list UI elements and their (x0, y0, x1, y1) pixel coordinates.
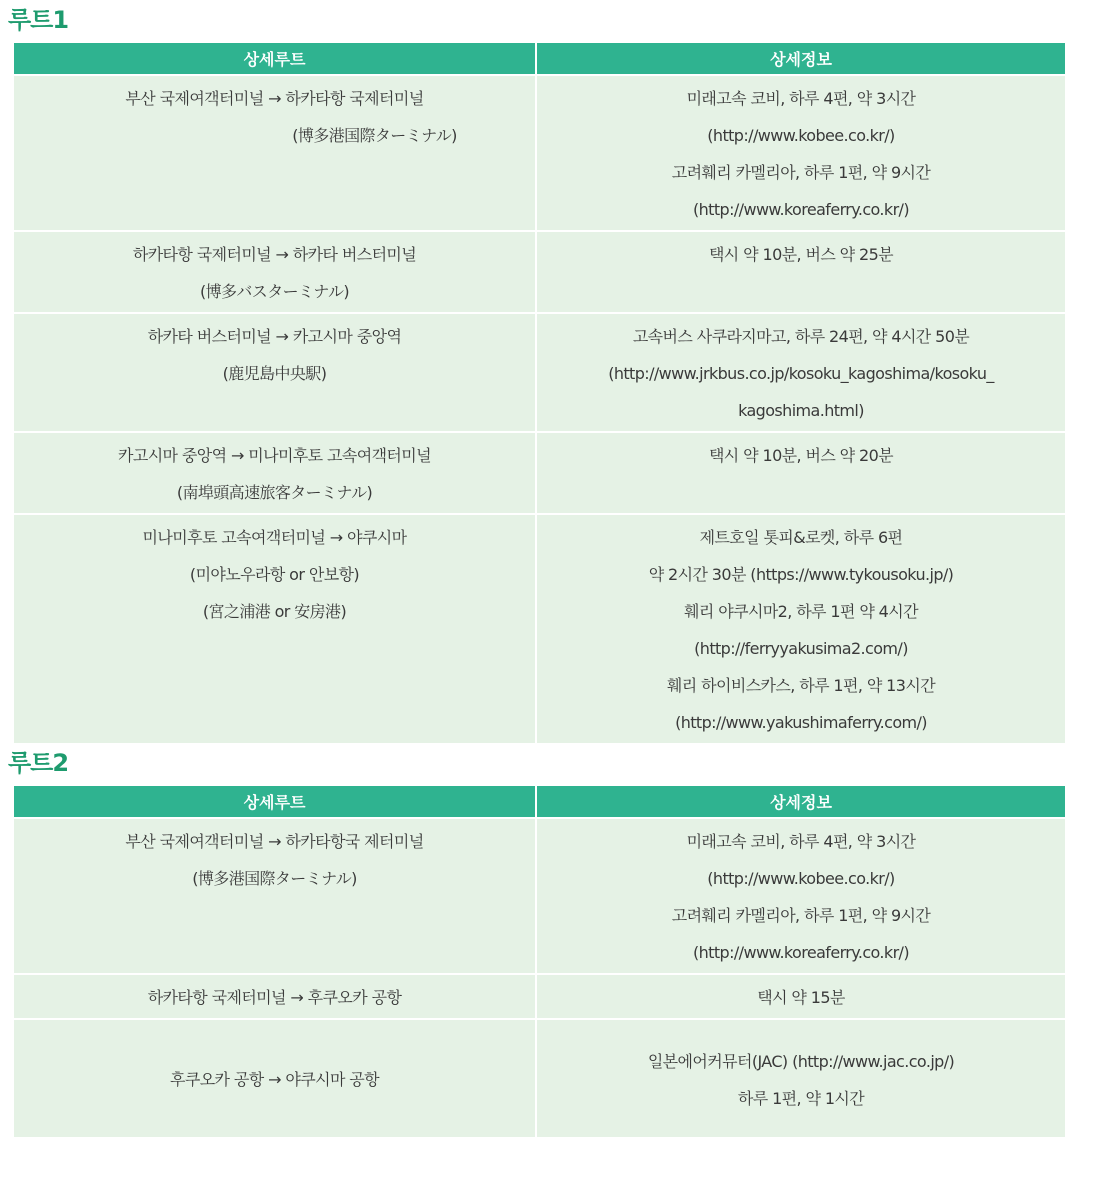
header-detail-info: 상세정보 (536, 43, 1065, 75)
route-line: 미나미후토 고속여객터미널 → 야쿠시마 (142, 528, 407, 547)
route1-table (14, 43, 1065, 743)
info-line: 고려훼리 카멜리아, 하루 1편, 약 9시간 (671, 906, 931, 925)
info-line: 약 2시간 30분 (https://www.tykousoku.jp/) (648, 565, 954, 584)
table-row (14, 231, 1065, 313)
route-cell (14, 313, 536, 432)
header-detail-route: 상세루트 (14, 43, 536, 75)
info-line: 택시 약 10분, 버스 약 25분 (708, 245, 894, 264)
route-line: (미야노우라항 or 안보항) (189, 565, 360, 584)
route-cell (14, 75, 536, 231)
table-header-row (14, 43, 1065, 75)
info-line: (http://www.koreaferry.co.kr/) (693, 200, 909, 219)
route-line: (博多港国際ターミナル) (192, 869, 357, 888)
info-line: (http://ferryyakusima2.com/) (694, 639, 908, 658)
info-line: (http://www.kobee.co.kr/) (707, 869, 895, 888)
info-line: 고속버스 사쿠라지마고, 하루 24편, 약 4시간 50분 (632, 327, 970, 346)
info-cell (536, 231, 1065, 313)
info-line: 택시 약 15분 (757, 988, 845, 1007)
info-line: 하루 1편, 약 1시간 (737, 1088, 865, 1108)
route-line: 하카타항 국제터미널 → 하카타 버스터미널 (132, 245, 417, 264)
table-row (14, 75, 1065, 231)
route-line: 하카타항 국제터미널 → 후쿠오카 공항 (147, 988, 402, 1007)
info-line: 훼리 야쿠시마2, 하루 1편 약 4시간 (684, 602, 918, 621)
route-cell (14, 818, 536, 974)
info-line: 택시 약 10분, 버스 약 20분 (708, 446, 894, 465)
route-line: 카고시마 중앙역 → 미나미후토 고속여객터미널 (117, 446, 431, 465)
route-cell (14, 231, 536, 313)
info-line: (http://www.jrkbus.co.jp/kosoku_kagoshima/kosoku_ (608, 364, 994, 383)
info-line: 고려훼리 카멜리아, 하루 1편, 약 9시간 (671, 163, 931, 182)
route-line: (博多港国際ターミナル) (292, 126, 457, 145)
route-line: (南埠頭高速旅客ターミナル) (176, 483, 373, 502)
table-row (14, 514, 1065, 743)
route-line: 후쿠오카 공항 → 야쿠시마 공항 (169, 1070, 380, 1089)
route-line: (博多バスターミナル) (199, 282, 350, 301)
route-line: 하카타 버스터미널 → 카고시마 중앙역 (147, 327, 402, 346)
info-line: (http://www.koreaferry.co.kr/) (693, 943, 909, 962)
info-cell (536, 432, 1065, 514)
route2-table (14, 786, 1065, 1137)
table-row (14, 432, 1065, 514)
info-line: 미래고속 코비, 하루 4편, 약 3시간 (686, 832, 916, 851)
info-line: kagoshima.html) (738, 401, 864, 420)
info-cell (536, 974, 1065, 1019)
header-detail-route: 상세루트 (14, 786, 536, 818)
info-line: (http://www.yakushimaferry.com/) (675, 713, 927, 732)
header-detail-info: 상세정보 (536, 786, 1065, 818)
info-cell (536, 75, 1065, 231)
route1-title: 루트1 (8, 6, 69, 34)
route-line: (鹿児島中央駅) (222, 364, 327, 383)
route-cell (14, 1019, 536, 1137)
route-cell (14, 432, 536, 514)
info-line: (http://www.kobee.co.kr/) (707, 126, 895, 145)
info-line: 제트호일 톳피&로켓, 하루 6편 (699, 528, 903, 547)
table-header-row (14, 786, 1065, 818)
info-line: 미래고속 코비, 하루 4편, 약 3시간 (686, 89, 916, 108)
table-row (14, 313, 1065, 432)
route-line: 부산 국제여객터미널 → 하카타항국 제터미널 (125, 832, 424, 851)
info-line: 일본에어커뮤터(JAC) (http://www.jac.co.jp/) (647, 1051, 955, 1071)
info-cell (536, 313, 1065, 432)
table-row (14, 818, 1065, 974)
info-cell (536, 514, 1065, 743)
route2-title: 루트2 (8, 749, 69, 777)
info-line: 훼리 하이비스카스, 하루 1편, 약 13시간 (666, 676, 936, 695)
table-row (14, 974, 1065, 1019)
route-line: 부산 국제여객터미널 → 하카타항 국제터미널 (125, 89, 424, 108)
info-cell (536, 818, 1065, 974)
route-cell (14, 974, 536, 1019)
table-row (14, 1019, 1065, 1137)
route-line: (宮之浦港 or 安房港) (202, 602, 347, 621)
info-cell (536, 1019, 1065, 1137)
route-cell (14, 514, 536, 743)
